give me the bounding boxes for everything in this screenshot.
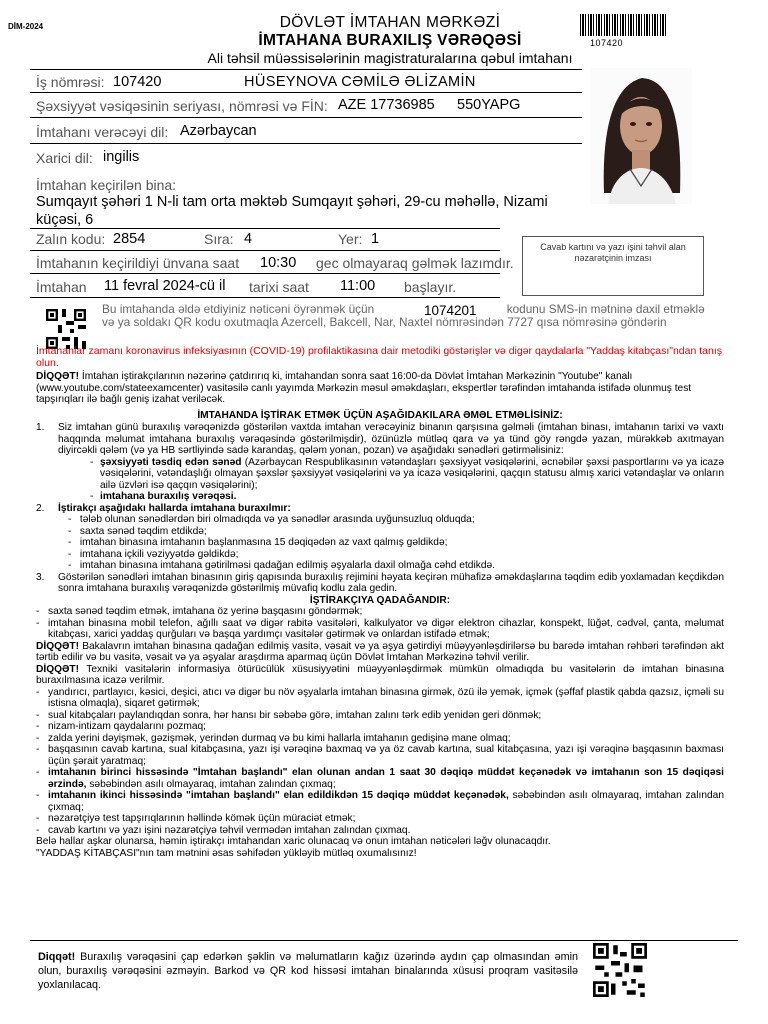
page-subtitle: Ali təhsil müəssisələrinin magistraturalarına qəbul imtahanı xyxy=(207,50,573,66)
rules-title: İMTAHANDA İŞTİRAK ETMƏK ÜÇÜN AŞAĞIDAKILARA ƏMƏL ETMƏLİSİNİZ: xyxy=(197,410,563,421)
signature-box-label: Cavab kartını və yazı işini təhvil alan nəzarətçinin imzası xyxy=(540,242,686,263)
building-label: İmtahan keçirilən bina: xyxy=(36,177,177,193)
qr-code-icon xyxy=(46,309,86,349)
arrival-label: İmtahanın keçirildiyi ünvana saat xyxy=(36,255,240,271)
list-item: - imtahan binasına imtahana gətirilməsi qadağan edilmiş əşyalarla daxil olmağa cəhd etdikdə. xyxy=(68,560,495,571)
divider xyxy=(30,940,738,941)
organization-name: DÖVLƏT İMTAHAN MƏRKƏZİ xyxy=(279,14,501,31)
rule-1-sub-2: imtahana buraxılış vərəqəsi. xyxy=(100,491,237,502)
list-item-text: saxta sənəd təqdim etmək, imtahana öz yerinə başqasını göndərmək; xyxy=(48,606,363,617)
footer-notice xyxy=(38,950,578,992)
notice-3-text: Texniki vasitələrin informasiya ötürücülük xüsusiyyətini müəyyənləşdirmək mümkün olmadıqda bu vasitələrin də imtahan binasına buraxılmasına icazə verilmir. xyxy=(36,663,724,686)
list-item: - imtahanın ikinci hissəsində "imtahan başlandı" elan edildikdən 15 dəqiqə müddət keçənədək, səbəbindən asılı olmayaraq, imtahan zalından çıxmaq; xyxy=(36,790,724,813)
list-item-text: imtahan binasına imtahanın başlanmasına 15 dəqiqədən az vaxt qalmış gəldikdə; xyxy=(79,537,448,548)
list-item: - saxta sənəd təqdim etdikdə; xyxy=(68,525,207,537)
room-code: 2854 xyxy=(113,231,146,247)
rule-1-sub-1-bold: şəxsiyyəti təsdiq edən sənəd xyxy=(100,456,242,468)
row-label: Sıra: xyxy=(204,231,234,247)
start-time: 11:00 xyxy=(340,278,376,294)
divider xyxy=(30,69,582,70)
sms-code: 1074201 xyxy=(424,303,477,318)
list-item-text: nizam-intizam qaydalarını pozmaq; xyxy=(48,721,206,732)
room-code-label: Zalın kodu: xyxy=(36,231,106,247)
closing-text: Belə hallar aşkar olunarsa, həmin iştirakçı imtahandan xaric olunacaq və onun imtahan nəticələri ləğv olunacaqdır. xyxy=(36,836,551,847)
barcode-number: 107420 xyxy=(590,38,624,48)
list-item: - nizam-intizam qaydalarını pozmaq; xyxy=(36,721,206,732)
seat-number: 1 xyxy=(371,231,380,247)
notice-1 xyxy=(36,371,724,406)
list-item-text: səbəbindən asılı olmayaraq, imtahan zalından çıxmaq; xyxy=(86,778,336,790)
divider xyxy=(30,143,582,144)
sms-pre: Bu imtahanda əldə etdiyiniz nəticəni öyrənmək üçün xyxy=(102,302,375,316)
list-item: - yandırıcı, partlayıcı, kəsici, deşici, atıcı və digər bu növ əşyalarla imtahan binasına girmək, özü ilə yemək, içmək (şəffaf plastik qabda qazsız, içməli su istisna olmaqla), siqaret gətirmək; xyxy=(36,686,724,709)
list-item-text: sual kitabçaları paylandıqdan sonra, hər hansı bir səbəbə görə, imtahan zalını tərk edib yenidən geri dönmək; xyxy=(48,709,542,721)
list-item-text: imtahana içkili vəziyyətdə gəldikdə; xyxy=(79,548,239,560)
signature-box xyxy=(522,236,704,296)
exam-language-label: İmtahanı verəcəyi dil: xyxy=(36,124,169,140)
notice-3 xyxy=(36,664,724,687)
arrival-time: 10:30 xyxy=(260,255,297,271)
notice-2-bold: DİQQƏT! xyxy=(36,640,80,652)
divider xyxy=(30,228,500,229)
list-item-text: səbəbindən asılı olmayaraq, imtahan zalından çıxmaq; xyxy=(48,790,724,813)
rule-1-sub-1 xyxy=(100,457,724,492)
barcode-icon xyxy=(580,14,668,36)
divider xyxy=(30,250,500,251)
rule-2-number: 2. xyxy=(36,502,45,514)
work-number-label: İş nömrəsi: xyxy=(36,74,105,90)
bullet: - xyxy=(90,491,94,502)
list-item: - sual kitabçaları paylandıqdan sonra, hər hansı bir səbəbə görə, imtahan zalını tərk edib yenidən geri dönmək; xyxy=(36,709,542,721)
footer-bold: Diqqət! xyxy=(38,951,76,963)
rule-3-text: Göstərilən sənədləri imtahan binasının giriş qapısında buraxılış rejimini həyata keçirən mühafizə əməkdaşlarına təqdim edib yoxlamadan keçdikdən sonra imtahana buraxılış vərəqənizdə göstərilmiş müvafiq kodlu zala gedin. xyxy=(58,571,724,594)
list-item: - cavab kartını və yazı işini nəzarətçiyə təhvil vermədən imtahan zalından çıxmaq. xyxy=(36,824,411,836)
fin-code: 550YAPG xyxy=(457,97,521,113)
qr-code-icon xyxy=(593,943,647,997)
rule-1-number: 1. xyxy=(36,422,45,433)
notice-1-text: İmtahan iştirakçılarının nəzərinə çatdırırıq ki, imtahandan sonra saat 16:00-da Dövlət İmtahan Mərkəzinin "Youtube" kanalı (www.youtube.com/stateexamcenter) vasitəsilə canlı yayımda Mərkəzin məsul əməkdaşları, ekspertlər tərəfindən imtahanda istifadə olunmuş test tapşırıqları ilə bağlı geniş izahat veriləcək. xyxy=(36,371,692,405)
rule-1-text: Siz imtahan günü buraxılış vərəqənizdə göstərilən vaxtda imtahan verəcəyiniz binanın qarşısına gəlməli (imtahan binası, imtahanın tarixi və vaxtı haqqında məlumat imtahana buraxılış vərəqəsində göstərilmişdir), özünüzlə mütləq qara və ya tünd göy rəngdə yazan, mürəkkəb axıtmayan diyircəkli qələm (və ya HB sərtliyində sadə karandaş, qələm yonan, pozan) və aşağıdakı sənədləri gətirməlisiniz: xyxy=(58,422,724,456)
rule-1 xyxy=(36,422,724,859)
list-item-text: zalda yerini dəyişmək, gəzişmək, yerindən durmaq və bu kimi hallarla imtahanın gedişinə mane olmaq; xyxy=(48,732,511,744)
notice-2 xyxy=(36,641,724,664)
list-item: - imtahan binasına mobil telefon, ağıllı saat və digər rabitə vasitələri, kalkulyator və digər elektron cihazlar, konspekt, lüğət, cədvəl, çanta, məlumat kitabçası, xarici yaddaş qurğuları və başqa yardımçı vasitələr gətirmək və onlardan istifadə etmək; xyxy=(36,617,724,640)
forbidden-title: İŞTİRAKÇIYA QADAĞANDIR: xyxy=(309,594,451,606)
divider xyxy=(30,92,582,93)
rule-1-sub-1-text: (Azərbaycan Respublikasının vətəndaşları şəxsiyyət vəsiqələrini, əcnəbilər şəxsi pasportlarını və ya icazə vəsiqələrini, vətəndaşlığı olmayan şəxslər şəxsiyyət vəsiqələrini və ya icazə vəsiqələrini, qaçqın statusu almış xarici vətəndaşlar və onların ailə üzvləri isə qaçqın vəsiqələrini); xyxy=(100,456,724,491)
building-address-line1: Sumqayıt şəhəri 1 N-li tam orta məktəb Sumqayıt şəhəri, 29-cu məhəllə, Nizami xyxy=(36,194,548,210)
list-item-text: tələb olunan sənədlərdən biri olmadıqda və ya sənədlər arasında uyğunsuzluq olduqda; xyxy=(79,514,475,525)
list-item-text: cavab kartını və yazı işini nəzarətçiyə təhvil vermədən imtahan zalından çıxmaq. xyxy=(48,824,411,836)
id-label: Şəxsiyyət vəsiqəsinin seriyası, nömrəsi və FİN: xyxy=(36,98,328,114)
list-item: - nəzarətçiyə test tapşırıqlarının həllində kömək üçün müraciət etmək; xyxy=(36,813,356,824)
list-item: - zalda yerini dəyişmək, gəzişmək, yerindən durmaq və bu kimi hallarla imtahanın gedişinə mane olmaq; xyxy=(36,732,511,744)
list-item-text: imtahan binasına mobil telefon, ağıllı saat və digər rabitə vasitələri, kalkulyator və digər elektron cihazlar, konspekt, lüğət, cədvəl, çanta, məlumat kitabçası, xarici yaddaş qurğuları və başqa yardımçı vasitələr gətirmək və onlardan istifadə etmək; xyxy=(48,617,724,640)
sms-post: kodunu SMS-in mətninə daxil etməklə və ya soldakı QR kodu oxutmaqla Azercell, Bakcell, Nar, Naxtel nömrəsindən 7727 qısa nömrəsinə göndərin xyxy=(102,302,705,329)
sms-instructions xyxy=(102,303,720,329)
list-item-bold: imtahanın birinci hissəsində "İmtahan başlandı" elan olunan andan 1 saat 30 dəqiqə müddət keçənədək və imtahanın son 15 dəqiqəsi ərzində, xyxy=(48,767,724,790)
list-item: - başqasının cavab kartına, sual kitabçasına, yazı işi vərəqinə baxmaq və ya öz cavab kartına, sual kitabçasına, yazı işi vərəqinə başqasının baxması üçün şərait yaratmaq; xyxy=(36,744,724,767)
work-number: 107420 xyxy=(113,74,162,90)
list-item-text: başqasının cavab kartına, sual kitabçasına, yazı işi vərəqinə baxmaq və ya öz cavab kartına, sual kitabçasına, yazı işi vərəqinə başqasının baxması üçün şərait yaratmaq; xyxy=(48,744,724,767)
start-label: tarixi saat xyxy=(249,279,309,295)
notice-2-text: Bakalavrın imtahan binasına qadağan edilmiş vasitə, vəsait və ya əşya gətirdiyi müəyyənləşdirilərsə bu barədə imtahan rəhbəri tərəfindən akt tərtib edilir və bu vasitə, vəsait və ya əşyalar araşdırma aparmaq üçün Dövlət İmtahan Mərkəzinə təhvil verilir. xyxy=(36,640,724,663)
list-item: - imtahan binasına imtahanın başlanmasına 15 dəqiqədən az vaxt qalmış gəldikdə; xyxy=(68,537,448,548)
closing-warning: "YADDAŞ KİTABÇASI"nın tam mətnini əsas səhifədən yükləyib mütləq oxumalısınız! xyxy=(36,847,417,859)
notice-1-bold: DİQQƏT! xyxy=(36,371,80,382)
id-number: AZE 17736985 xyxy=(338,97,435,113)
rule-2-text: İştirakçı aşağıdakı hallarda imtahana buraxılmır: xyxy=(58,502,291,514)
rule-3-number: 3. xyxy=(36,571,45,583)
foreign-language-label: Xarici dil: xyxy=(36,150,93,166)
list-item-text: nəzarətçiyə test tapşırıqlarının həllində kömək üçün müraciət etmək; xyxy=(48,813,356,824)
seat-label: Yer: xyxy=(338,231,363,247)
exam-language: Azərbaycan xyxy=(180,123,257,139)
bullet: - xyxy=(90,456,94,468)
list-item-text: saxta sənəd təqdim etdikdə; xyxy=(79,525,207,537)
applicant-photo xyxy=(590,68,692,204)
document-code: DİM-2024 xyxy=(8,22,44,31)
exam-date: 11 fevral 2024-cü il xyxy=(104,278,226,294)
list-item: - imtahana içkili vəziyyətdə gəldikdə; xyxy=(68,548,239,560)
full-name: HÜSEYNOVA CƏMİLƏ ƏLİZAMİN xyxy=(244,74,476,90)
notice-3-bold: DİQQƏT! xyxy=(36,663,80,675)
arrival-note: gec olmayaraq gəlmək lazımdır. xyxy=(316,255,514,271)
page-title: İMTAHANA BURAXILIŞ VƏRƏQƏSİ xyxy=(258,32,522,49)
divider xyxy=(30,297,500,298)
building-address-line2: küçəsi, 6 xyxy=(36,212,94,228)
list-item-bold: imtahanın ikinci hissəsində "imtahan başlandı" elan edildikdən 15 dəqiqə müddət keçənədək, xyxy=(48,790,509,801)
foreign-language: ingilis xyxy=(103,149,140,165)
list-item-text: imtahan binasına imtahana gətirilməsi qadağan edilmiş əşyalarla daxil olmağa cəhd etdikdə. xyxy=(79,560,495,571)
divider xyxy=(30,273,500,274)
footer-text: Buraxılış vərəqəsini çap edərkən şəklin və məlumatların kağız üzərində aydın çap olmasından əmin olun, buraxılış vərəqəsini əzməyin. Barkod və QR kod hissəsi imtahan binalarında xüsusi proqram vasitəsilə yoxlanılacaq. xyxy=(38,951,578,991)
divider xyxy=(30,117,582,118)
exam-label: İmtahan xyxy=(36,279,87,295)
start-note: başlayır. xyxy=(404,279,457,295)
list-item: - imtahanın birinci hissəsində "İmtahan başlandı" elan olunan andan 1 saat 30 dəqiqə müddət keçənədək və imtahanın son 15 dəqiqəsi ərzində, səbəbindən asılı olmayaraq, imtahan zalından çıxmaq; xyxy=(36,767,724,790)
covid-notice: İmtahanlar zamanı koronavirus infeksiyasının (COVID-19) profilaktikasına dair metodiki göstərişlər və digər qaydalarla "Yaddaş kitabçası"ndan tanış olun. xyxy=(36,345,723,369)
list-item-text: yandırıcı, partlayıcı, kəsici, deşici, atıcı və digər bu növ əşyalarla imtahan binasına girmək, özü ilə yemək, içmək (şəffaf plastik qabda qazsız, içməli su istisna olmaqla), siqaret gətirmək; xyxy=(48,686,724,709)
list-item: - tələb olunan sənədlərdən biri olmadıqda və ya sənədlər arasında uyğunsuzluq olduqda; xyxy=(68,514,475,525)
row-number: 4 xyxy=(244,231,253,247)
list-item: - saxta sənəd təqdim etmək, imtahana öz yerinə başqasını göndərmək; xyxy=(36,606,363,617)
